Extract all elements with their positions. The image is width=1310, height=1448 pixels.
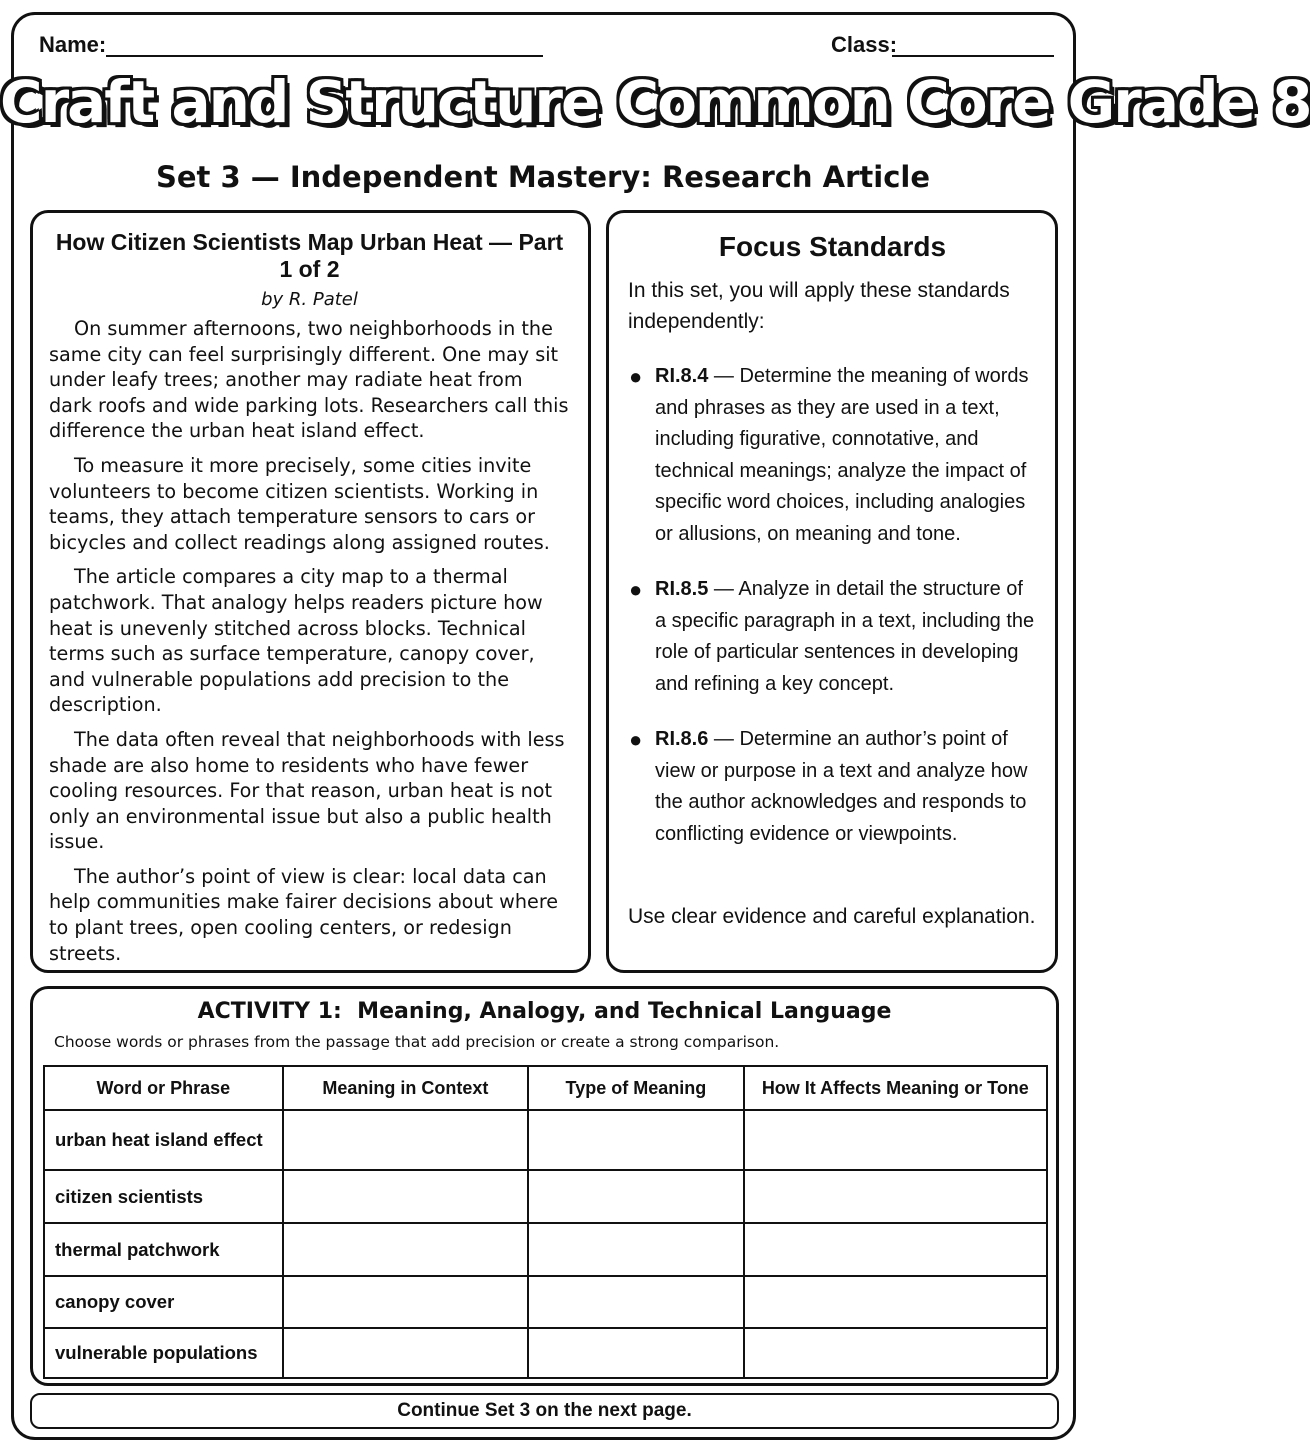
table-row [44,1328,1047,1378]
focus-intro: In this set, you will apply these standards independently: [628,279,1010,333]
article-title: How Citizen Scientists Map Urban Heat — Part 1 of 2 [55,229,564,282]
word-cell: thermal patchwork [44,1223,283,1276]
bullet-icon: ● [629,364,643,389]
standard-text: — Determine the meaning of words and phrases as they are used in a text, including figurative, connotative, and technical meanings; analyze the impact of specific word choices, including analogies or allusions, on meaning and tone. [655,365,1029,545]
table-header-row [44,1066,1047,1110]
name-label: Name: [39,32,107,57]
meaning-cell[interactable] [283,1110,528,1170]
standard-code: RI.8.4 [655,365,709,387]
standard-item [628,724,1037,850]
article-paragraph: The article compares a city map to a thermal patchwork. That analogy helps readers picture how heat is unevenly stitched across blocks. Technical terms such as surface temperature, canopy cover, and vulnerable populations add precision to the description. [49,565,543,717]
column-header: Word or Phrase [44,1066,283,1110]
standard-code: RI.8.5 [655,578,709,600]
focus-footer: Use clear evidence and careful explanation. [628,905,1036,928]
column-header: Meaning in Context [283,1066,528,1110]
bullet-icon: ● [629,577,643,602]
article-paragraph: The author’s point of view is clear: local data can help communities make fairer decisions about where to plant trees, open cooling centers, or redesign streets. [49,864,559,965]
effect-cell[interactable] [744,1223,1047,1276]
continue-note: Continue Set 3 on the next page. [30,1393,1059,1429]
table-row [44,1170,1047,1223]
article-panel [30,210,591,973]
effect-cell[interactable] [744,1276,1047,1328]
effect-cell[interactable] [744,1110,1047,1170]
word-cell: vulnerable populations [44,1328,283,1378]
table-row [44,1276,1047,1328]
standard-text: — Analyze in detail the structure of a specific paragraph in a text, including the role of particular sentences in developing and refining a key concept. [655,578,1035,695]
word-cell: citizen scientists [44,1170,283,1223]
article-author: by R. Patel [261,289,358,310]
meaning-cell[interactable] [283,1276,528,1328]
meaning-cell[interactable] [283,1223,528,1276]
meaning-cell[interactable] [283,1328,528,1378]
type-cell[interactable] [528,1276,744,1328]
activity-title: ACTIVITY 1: Meaning, Analogy, and Technical Language [197,999,892,1024]
word-cell: urban heat island effect [44,1110,283,1170]
article-paragraph: The data often reveal that neighborhoods with less shade are also home to residents who have fewer cooling resources. For that reason, urban heat is not only an environmental issue but also a public health issue. [49,727,565,854]
activity-panel [30,986,1059,1386]
word-cell: canopy cover [44,1276,283,1328]
class-label: Class: [831,32,898,57]
standard-text: — Determine an author’s point of view or purpose in a text and analyze how the author acknowledges and responds to conflicting evidence or viewpoints. [655,728,1028,845]
class-field[interactable] [892,55,1054,57]
column-header: How It Affects Meaning or Tone [744,1066,1047,1110]
table-row [44,1110,1047,1170]
meaning-cell[interactable] [283,1170,528,1223]
type-cell[interactable] [528,1110,744,1170]
focus-title: Focus Standards [718,231,947,262]
bullet-icon: ● [629,727,643,752]
type-cell[interactable] [528,1170,744,1223]
standards-list [628,361,1037,850]
name-field[interactable] [106,55,543,57]
activity-instructions: Choose words or phrases from the passage that add precision or create a strong comparison. [54,1033,780,1051]
column-header: Type of Meaning [528,1066,744,1110]
standard-code: RI.8.6 [655,728,709,750]
activity-table [43,1065,1048,1379]
type-cell[interactable] [528,1328,744,1378]
standard-item [628,574,1037,700]
type-cell[interactable] [528,1223,744,1276]
focus-standards-panel [606,210,1058,973]
worksheet-subtitle: Set 3 — Independent Mastery: Research Article [155,160,931,194]
standard-item [628,361,1037,550]
effect-cell[interactable] [744,1170,1047,1223]
article-paragraph: On summer afternoons, two neighborhoods in the same city can feel surprisingly different. One may sit under leafy trees; another may radiate heat from dark roofs and wide parking lots. Researchers call this difference the urban heat island effect. [49,317,569,443]
article-paragraph: To measure it more precisely, some cities invite volunteers to become citizen scientists. Working in teams, they attach temperature sensors to cars or bicycles and collect readings along assigned routes. [49,453,550,554]
worksheet-title: Craft and Structure Common Core Grade 8 [0,68,1310,136]
effect-cell[interactable] [744,1328,1047,1378]
table-row [44,1223,1047,1276]
